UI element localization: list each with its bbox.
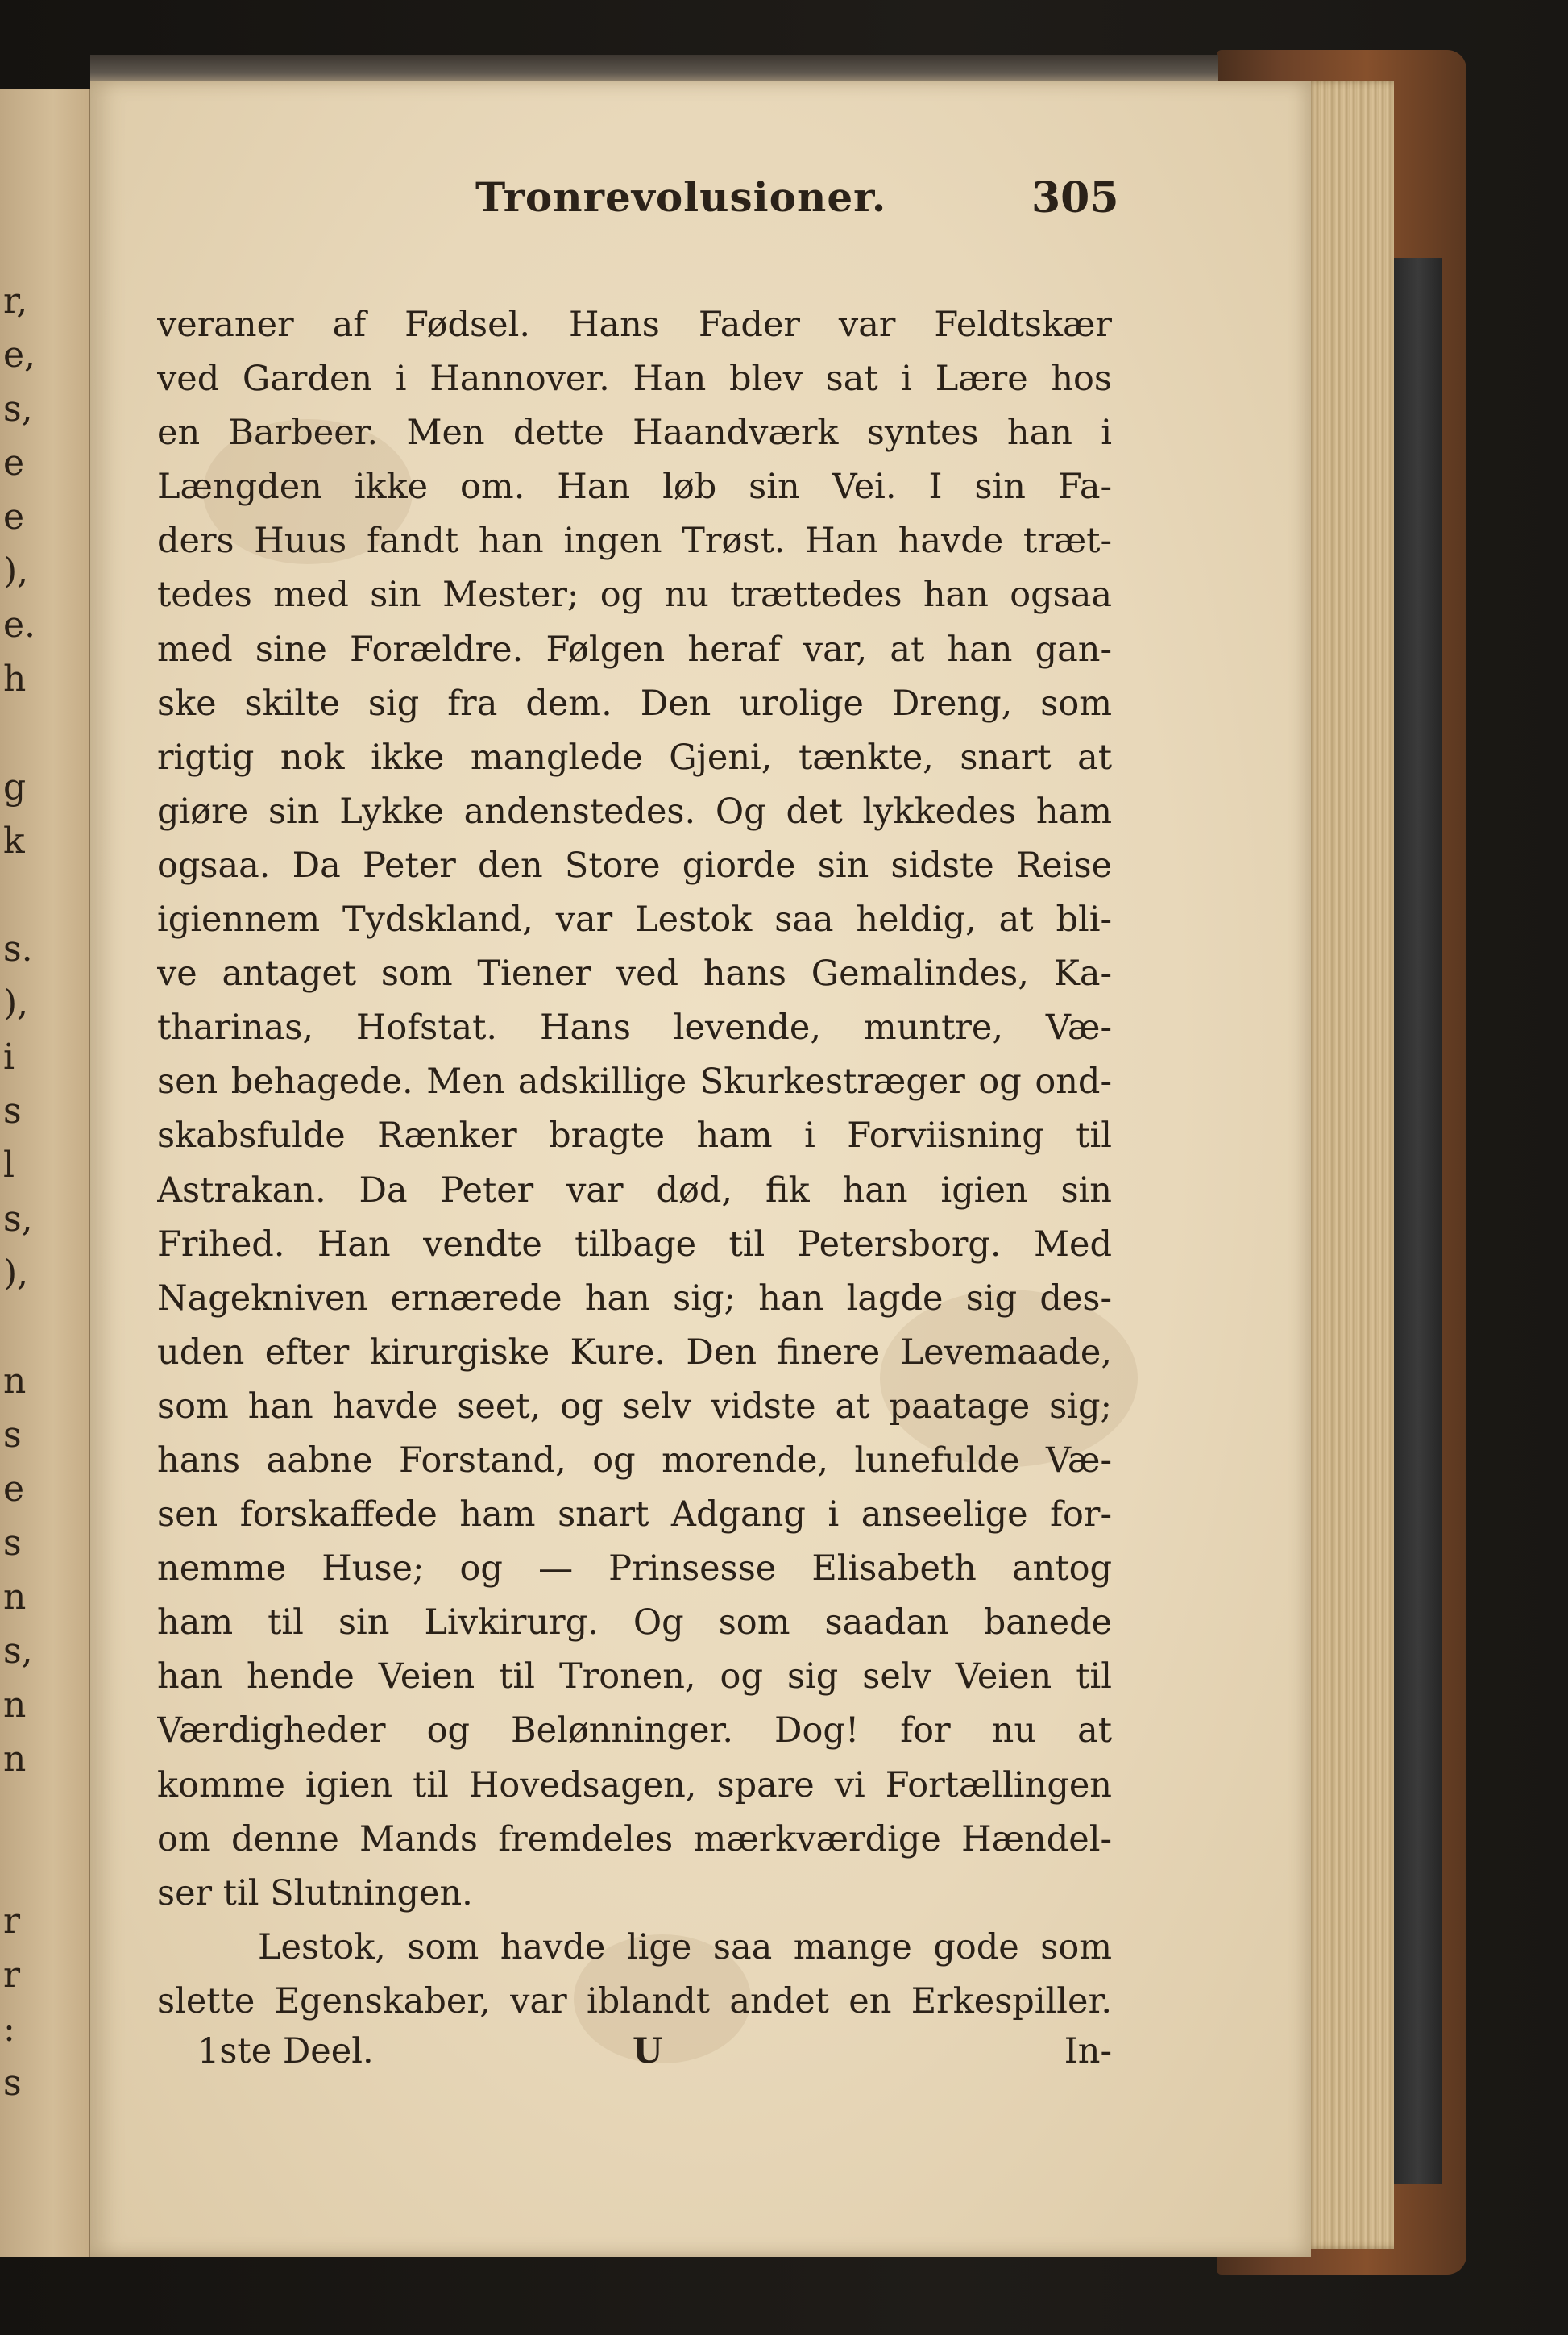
text-line: nemme Huse; og — Prinsesse Elisabeth antog: [157, 1548, 1112, 1589]
left-page-fragment: r: [3, 1955, 21, 1996]
text-line: ved Garden i Hannover. Han blev sat i Lære hos: [157, 359, 1112, 400]
text-line: komme igien til Hovedsagen, spare vi Fortællingen: [157, 1764, 1112, 1805]
left-page-fragment: s: [3, 1091, 22, 1132]
text-line: Lestok, som havde lige saa mange gode som: [258, 1926, 1112, 1967]
text-line: sen behagede. Men adskillige Skurkestræger og ond-: [157, 1062, 1112, 1103]
left-page-fragment: e,: [3, 334, 36, 376]
text-line: skabsfulde Rænker bragte ham i Forviisning til: [157, 1116, 1112, 1157]
text-line: Værdigheder og Belønninger. Dog! for nu at: [157, 1710, 1112, 1751]
left-page-fragment: i: [3, 1037, 15, 1078]
page-block-edge: [1305, 81, 1394, 2249]
cover-inner-board: [1394, 258, 1442, 2184]
text-line: ders Huus fandt han ingen Trøst. Han havde træt-: [157, 521, 1112, 562]
signature-mark: U: [633, 2031, 663, 2071]
left-page-fragment: e: [3, 442, 25, 484]
left-page-fragment: :: [3, 2009, 15, 2050]
text-line: ham til sin Livkirurg. Og som saadan banede: [157, 1602, 1112, 1643]
left-page-edge: [0, 89, 91, 2257]
text-line: ve antaget som Tiener ved hans Gemalindes, Ka-: [157, 954, 1112, 995]
page-header: [475, 173, 1120, 230]
left-page-fragment: s.: [3, 929, 33, 970]
text-line: tedes med sin Mester; og nu trættedes han ogsaa: [157, 575, 1112, 616]
left-page-fragment: s: [3, 2063, 22, 2104]
text-line: giøre sin Lykke andenstedes. Og det lykkedes ham: [157, 791, 1112, 832]
text-line: Længden ikke om. Han løb sin Vei. I sin Fa-: [157, 467, 1112, 508]
text-line: han hende Veien til Tronen, og sig selv Veien til: [157, 1656, 1112, 1697]
text-line: ske skilte sig fra dem. Den urolige Dreng, som: [157, 683, 1112, 724]
body-text: [157, 298, 1112, 2029]
left-page-fragment: n: [3, 1685, 27, 1726]
left-page-fragment: e: [3, 1469, 25, 1510]
text-line: Frihed. Han vendte tilbage til Petersborg. Med: [157, 1224, 1112, 1265]
text-line: rigtig nok ikke manglede Gjeni, tænkte, snart at: [157, 737, 1112, 778]
left-page-fragment: r,: [3, 280, 28, 322]
top-binding-strip: [90, 55, 1218, 81]
left-page-fragment: [3, 1840, 35, 1894]
left-page-fragment: l: [3, 1145, 15, 1186]
text-line: en Barbeer. Men dette Haandværk syntes han i: [157, 413, 1112, 454]
text-line: Astrakan. Da Peter var død, fik han igien sin: [157, 1170, 1112, 1211]
left-page-fragment: ),: [3, 1253, 29, 1294]
text-line: veraner af Fødsel. Hans Fader var Feldtskær: [157, 305, 1112, 345]
catchword: In-: [1064, 2031, 1112, 2071]
text-line: om denne Mands fremdeles mærkværdige Hændel-: [157, 1818, 1112, 1859]
text-line: Nagekniven ernærede han sig; han lagde sig des-: [157, 1278, 1112, 1319]
left-page-fragment: k: [3, 821, 25, 862]
left-page-fragment: ),: [3, 983, 29, 1024]
text-line: ser til Slutningen.: [157, 1872, 473, 1913]
text-line: ogsaa. Da Peter den Store giorde sin sidste Reise: [157, 845, 1112, 886]
text-line: slette Egenskaber, var iblandt andet en Erkespiller.: [157, 1980, 1112, 2021]
left-page-fragment: r: [3, 1901, 21, 1942]
left-page-fragment: [3, 706, 35, 760]
left-page-fragment: n: [3, 1577, 27, 1618]
left-page-fragment: n: [3, 1739, 27, 1780]
left-page-fragment: [3, 868, 35, 922]
left-page-fragment: [3, 1300, 35, 1354]
left-page-fragment: ),: [3, 551, 29, 592]
text-line: hans aabne Forstand, og morende, lunefulde Væ-: [157, 1440, 1112, 1481]
left-page-fragment: e: [3, 496, 25, 538]
text-line: som han havde seet, og selv vidste at paatage sig;: [157, 1386, 1112, 1427]
text-line: uden efter kirurgiske Kure. Den finere Levemaade,: [157, 1332, 1112, 1373]
left-page-fragment: [3, 1786, 35, 1840]
left-page-fragment: n: [3, 1361, 27, 1402]
left-page-fragment: s,: [3, 388, 33, 430]
left-page-text-fragments: [3, 274, 35, 2110]
page-number: 305: [1031, 173, 1119, 222]
text-line: tharinas, Hofstat. Hans levende, muntre, Væ-: [157, 1008, 1112, 1049]
text-line: med sine Forældre. Følgen heraf var, at han gan-: [157, 629, 1112, 670]
left-page-fragment: s: [3, 1415, 22, 1456]
text-line: sen forskaffede ham snart Adgang i anseelige for-: [157, 1494, 1112, 1535]
left-page-fragment: s: [3, 1523, 22, 1564]
left-page-fragment: h: [3, 659, 27, 700]
page-footer: [157, 2031, 1112, 2088]
left-page-fragment: e.: [3, 605, 36, 646]
text-line: igiennem Tydskland, var Lestok saa heldig, at bli-: [157, 900, 1112, 941]
left-page-fragment: g: [3, 767, 27, 808]
volume-label: 1ste Deel.: [197, 2031, 374, 2071]
running-head: Tronrevolusioner.: [475, 173, 887, 221]
left-page-fragment: s,: [3, 1199, 33, 1240]
left-page-fragment: s,: [3, 1631, 33, 1672]
